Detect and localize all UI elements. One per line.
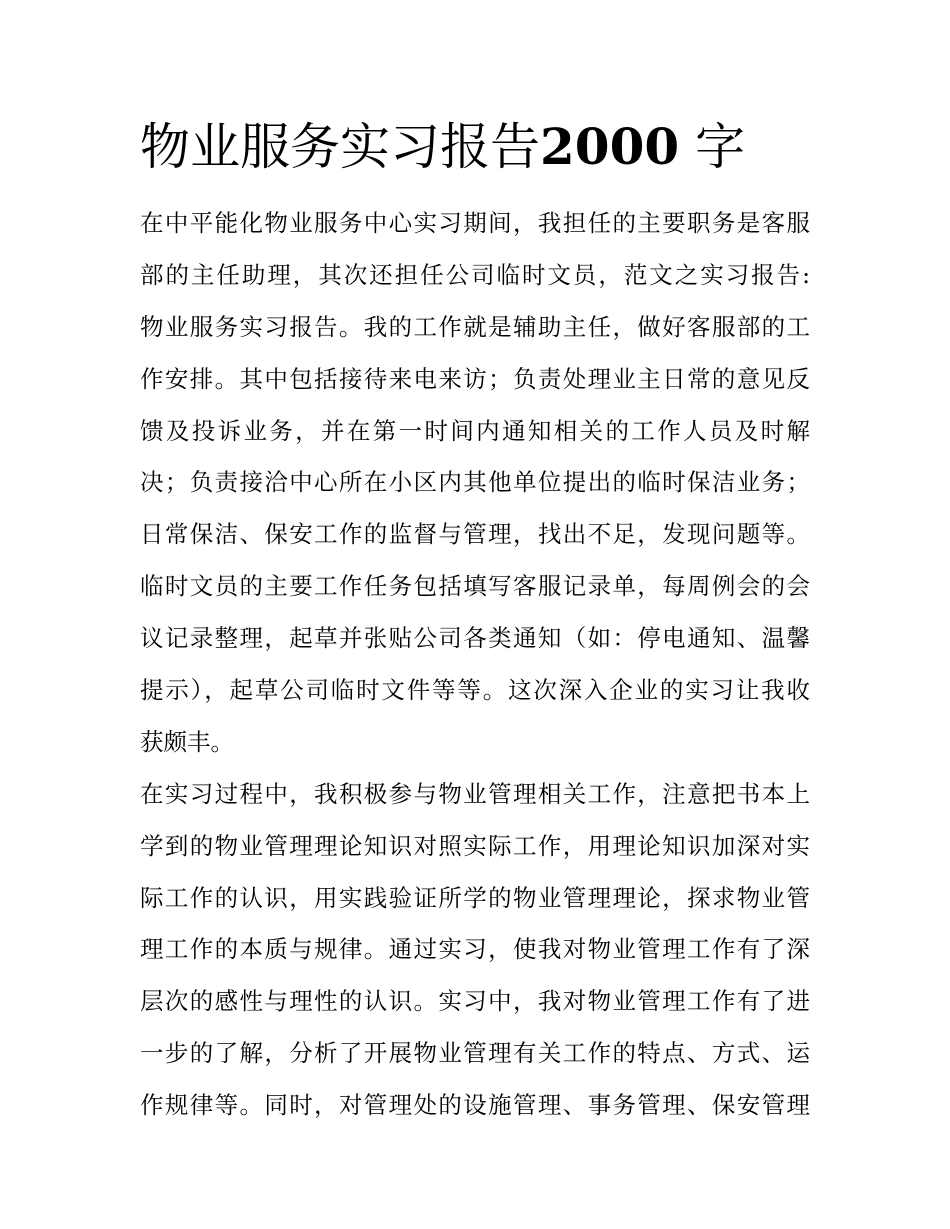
title-prefix: 物业服务实习报告 xyxy=(140,118,540,176)
text-line: 层次的感性与理性的认识。实习中，我对物业管理工作有了进 xyxy=(140,987,810,1016)
title-suffix: 字 xyxy=(695,118,746,176)
text-line: 物业服务实习报告。我的工作就是辅助主任，做好客服部的工 xyxy=(140,312,810,341)
text-line: 学到的物业管理理论知识对照实际工作，用理论知识加深对实 xyxy=(140,831,810,860)
text-line: 作规律等。同时，对管理处的设施管理、事务管理、保安管理 xyxy=(140,1091,810,1120)
text-line: 在中平能化物业服务中心实习期间，我担任的主要职务是客服 xyxy=(140,209,810,237)
text-line: 际工作的认识，用实践验证所学的物业管理理论，探求物业管 xyxy=(140,883,810,912)
text-line: 获颇丰。 xyxy=(140,727,234,756)
text-line: 部的主任助理，其次还担任公司临时文员，范文之实习报告: xyxy=(140,260,810,289)
text-line: 议记录整理，起草并张贴公司各类通知（如：停电通知、温馨 xyxy=(140,624,810,653)
body-text xyxy=(140,198,810,1132)
text-line: 提示），起草公司临时文件等等。这次深入企业的实习让我收 xyxy=(140,676,810,705)
text-line: 在实习过程中，我积极参与物业管理相关工作，注意把书本上 xyxy=(140,779,810,808)
text-line: 临时文员的主要工作任务包括填写客服记录单，每周例会的会 xyxy=(140,572,810,601)
text-line: 决；负责接洽中心所在小区内其他单位提出的临时保洁业务； xyxy=(140,468,810,497)
text-line: 馈及投诉业务，并在第一时间内通知相关的工作人员及时解 xyxy=(140,416,810,445)
title-number: 2000 xyxy=(540,117,680,176)
text-line: 日常保洁、保安工作的监督与管理，找出不足，发现问题等。 xyxy=(140,520,810,549)
text-line: 理工作的本质与规律。通过实习，使我对物业管理工作有了深 xyxy=(140,935,810,964)
text-line: 一步的了解，分析了开展物业管理有关工作的特点、方式、运 xyxy=(140,1039,810,1068)
page-title xyxy=(140,112,820,182)
text-line: 作安排。其中包括接待来电来访；负责处理业主日常的意见反 xyxy=(140,364,810,393)
